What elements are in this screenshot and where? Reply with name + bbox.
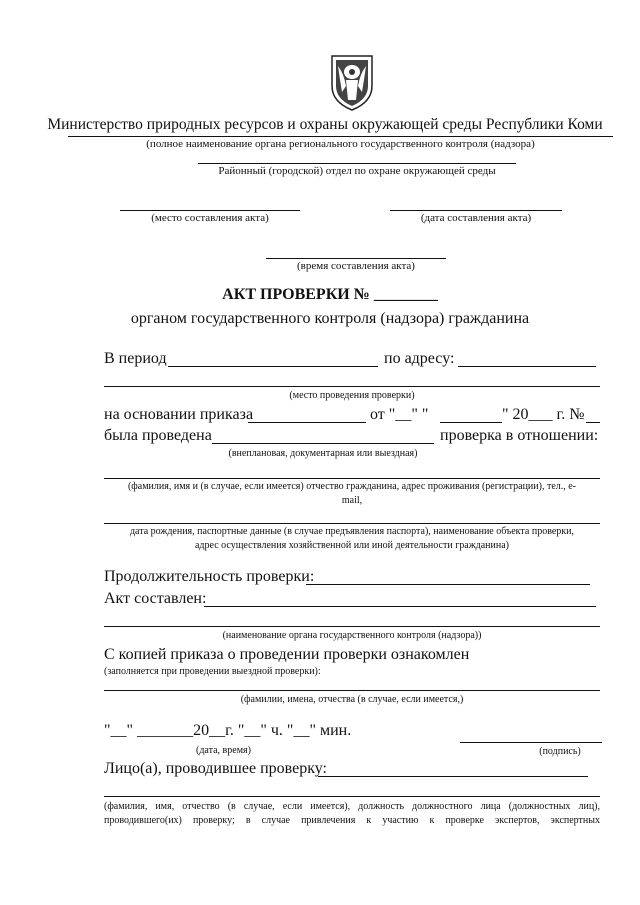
inspector-field-2[interactable] [104,796,600,797]
basis-label: на основании приказа [104,406,254,423]
copy-note: (заполняется при проведении выездной проверки): [104,666,321,677]
act-title: АКТ ПРОВЕРКИ № ________ [222,286,438,303]
acquainted-names-field[interactable] [104,690,600,691]
inspector-caption-2: проводившего(их) проверку; в случае привлечения к участию к проверке экспертов, экспертных [104,815,600,826]
check-type-caption: (внеплановая, документарная или выездная) [228,448,418,459]
time-caption: (время составления акта) [297,260,415,272]
time-line [266,258,446,259]
ministry-underline [68,136,613,137]
address-label: по адресу: [384,350,455,367]
compiled-field[interactable] [204,606,596,607]
date-caption: (дата составления акта) [420,212,532,224]
citizen-caption-2: mail, [341,495,363,506]
period-field[interactable] [168,366,378,367]
citizen-caption-4: адрес осуществления хозяйственной или иной деятельности гражданина) [194,540,509,551]
address-field[interactable] [458,366,596,367]
signature-field[interactable] [460,742,602,743]
copy-label: С копией приказа о проведении проверки ознакомлен [104,646,470,663]
period-label: В период [104,350,167,367]
inspector-label: Лицо(а), проводившее проверку: [104,760,327,777]
basis-from-label: от "__" " [370,406,429,423]
check-type-field[interactable] [212,443,434,444]
date-line [390,210,562,211]
department-text: Районный (городской) отдел по охране окружающей среды [218,165,496,177]
place-of-check-caption: (место проведения проверки) [289,390,415,401]
order-number-field[interactable] [248,422,366,423]
agency-field[interactable] [104,626,600,627]
place-of-check-field[interactable] [104,386,600,387]
datetime-text: "__" _______20__г. "__" ч. "__" мин. [104,722,352,739]
duration-label: Продолжительность проверки: [104,568,315,585]
act-subtitle: органом государственного контроля (надзора) гражданина [130,310,530,327]
check-label: проверка в отношении: [440,427,599,444]
basis-year-label: " 20___ г. № [502,406,585,423]
place-line [120,210,300,211]
komi-coat-of-arms-emblem [328,52,376,112]
inspector-caption-1: (фамилия, имя, отчество (в случае, если имеется), должность должностного лица (должностных лиц), [104,801,600,812]
inspector-field[interactable] [318,776,588,777]
citizen-caption-3: дата рождения, паспортные данные (в случае предъявления паспорта), наименование объекта проверки, [129,526,575,537]
ministry-name: Министерство природных ресурсов и охраны окружающей среды Республики Коми [47,116,603,133]
signature-caption: (подпись) [539,746,581,757]
citizen-field-2[interactable] [104,523,600,524]
agency-caption: (наименование органа государственного контроля (надзора)) [222,630,482,641]
order-no-field[interactable] [586,422,600,423]
citizen-caption-1: (фамилия, имя и (в случае, если имеется) отчество гражданина, адрес проживания (регистрации), тел., е- [127,481,577,492]
duration-field[interactable] [306,584,590,585]
place-caption: (место составления акта) [151,212,269,224]
citizen-field-1[interactable] [104,478,600,479]
department-line [198,163,516,164]
conducted-label: была проведена [104,427,212,444]
compiled-label: Акт составлен: [104,590,207,607]
names-caption: (фамилии, имена, отчества (в случае, если имеется,) [240,694,464,705]
ministry-caption: (полное наименование органа регионального государственного контроля (надзора) [146,138,535,150]
datetime-caption: (дата, время) [196,745,251,756]
order-month-field[interactable] [440,422,502,423]
